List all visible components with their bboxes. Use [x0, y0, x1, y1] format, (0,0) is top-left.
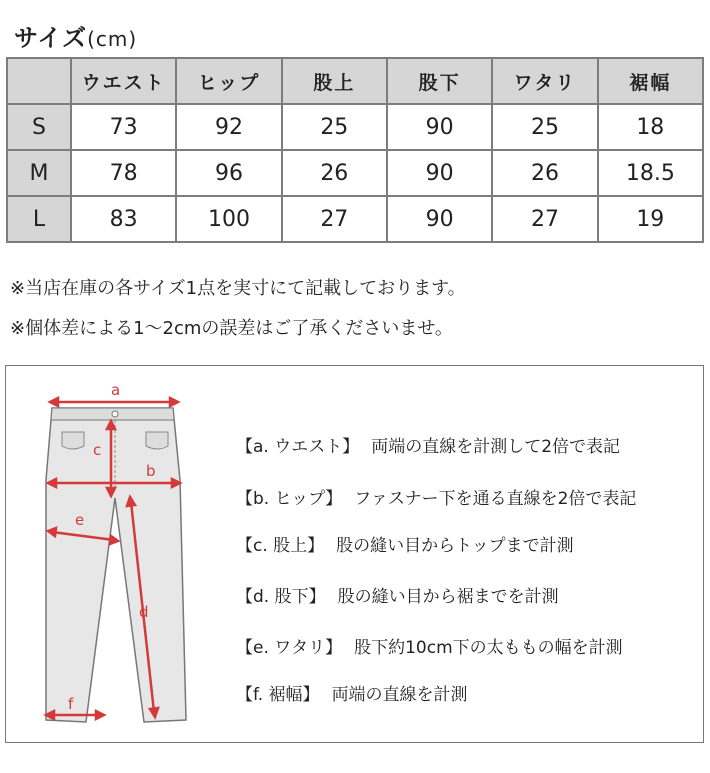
- header-waist: ウエスト: [71, 58, 176, 104]
- pants-outline-icon: [46, 408, 186, 722]
- header-rise: 股上: [282, 58, 387, 104]
- table-cell: 19: [598, 196, 703, 242]
- table-cell: 26: [492, 150, 597, 196]
- label-e: e: [75, 511, 85, 529]
- legend-text: 股下約10cm下の太ももの幅を計測: [354, 638, 623, 658]
- table-cell: 73: [71, 104, 176, 150]
- page-title: [14, 18, 137, 53]
- table-row: [7, 150, 703, 196]
- note-measurement: ※当店在庫の各サイズ1点を実寸にて記載しております。: [10, 278, 466, 299]
- title-unit: (cm): [87, 27, 138, 51]
- header-hem: 裾幅: [598, 58, 703, 104]
- label-a: a: [111, 381, 121, 399]
- table-cell: 96: [176, 150, 281, 196]
- legend-hem: [236, 680, 468, 705]
- legend-key: 【b. ヒップ】: [236, 489, 343, 509]
- table-cell: 92: [176, 104, 281, 150]
- note-tolerance: ※個体差による1〜2cmの誤差はご了承くださいませ。: [10, 318, 453, 339]
- legend-inseam: [236, 582, 559, 607]
- table-cell: 100: [176, 196, 281, 242]
- label-f: f: [68, 695, 74, 713]
- legend-text: 股の縫い目からトップまで計測: [336, 536, 574, 556]
- table-cell: 25: [492, 104, 597, 150]
- table-cell: 83: [71, 196, 176, 242]
- header-hip: ヒップ: [176, 58, 281, 104]
- legend-hip: [236, 484, 636, 509]
- table-cell: 90: [387, 150, 492, 196]
- button-icon: [112, 411, 118, 417]
- table-row: [7, 104, 703, 150]
- header-inseam: 股下: [387, 58, 492, 104]
- table-cell: 90: [387, 104, 492, 150]
- label-c: c: [93, 441, 102, 459]
- legend-text: 両端の直線を計測して2倍で表記: [371, 437, 621, 457]
- legend-key: 【f. 裾幅】: [236, 685, 320, 705]
- table-cell: 78: [71, 150, 176, 196]
- label-d: d: [139, 603, 149, 621]
- table-cell: 27: [492, 196, 597, 242]
- table-cell: 90: [387, 196, 492, 242]
- legend-key: 【e. ワタリ】: [236, 638, 343, 658]
- header-thigh: ワタリ: [492, 58, 597, 104]
- legend-key: 【a. ウエスト】: [236, 437, 360, 457]
- title-main: サイズ: [14, 24, 88, 52]
- table-cell: 25: [282, 104, 387, 150]
- table-row: [7, 196, 703, 242]
- pants-diagram: [26, 380, 201, 730]
- size-label: L: [7, 196, 71, 242]
- legend-text: 両端の直線を計測: [331, 685, 468, 705]
- legend-thigh: [236, 633, 623, 658]
- table-cell: 18: [598, 104, 703, 150]
- table-cell: 26: [282, 150, 387, 196]
- label-b: b: [146, 462, 156, 480]
- size-table: [6, 57, 704, 243]
- legend-key: 【d. 股下】: [236, 587, 326, 607]
- size-label: S: [7, 104, 71, 150]
- table-cell: 18.5: [598, 150, 703, 196]
- legend-key: 【c. 股上】: [236, 536, 325, 556]
- legend-rise: [236, 531, 574, 556]
- legend-waist: [236, 432, 620, 457]
- pocket-left-icon: [62, 432, 84, 449]
- table-header-row: [7, 58, 703, 104]
- table-corner-cell: [7, 58, 71, 104]
- size-label: M: [7, 150, 71, 196]
- table-cell: 27: [282, 196, 387, 242]
- pocket-right-icon: [146, 432, 168, 449]
- legend-text: 股の縫い目から裾までを計測: [337, 587, 559, 607]
- legend-text: ファスナー下を通る直線を2倍で表記: [354, 489, 637, 509]
- measurement-guide: [5, 365, 704, 743]
